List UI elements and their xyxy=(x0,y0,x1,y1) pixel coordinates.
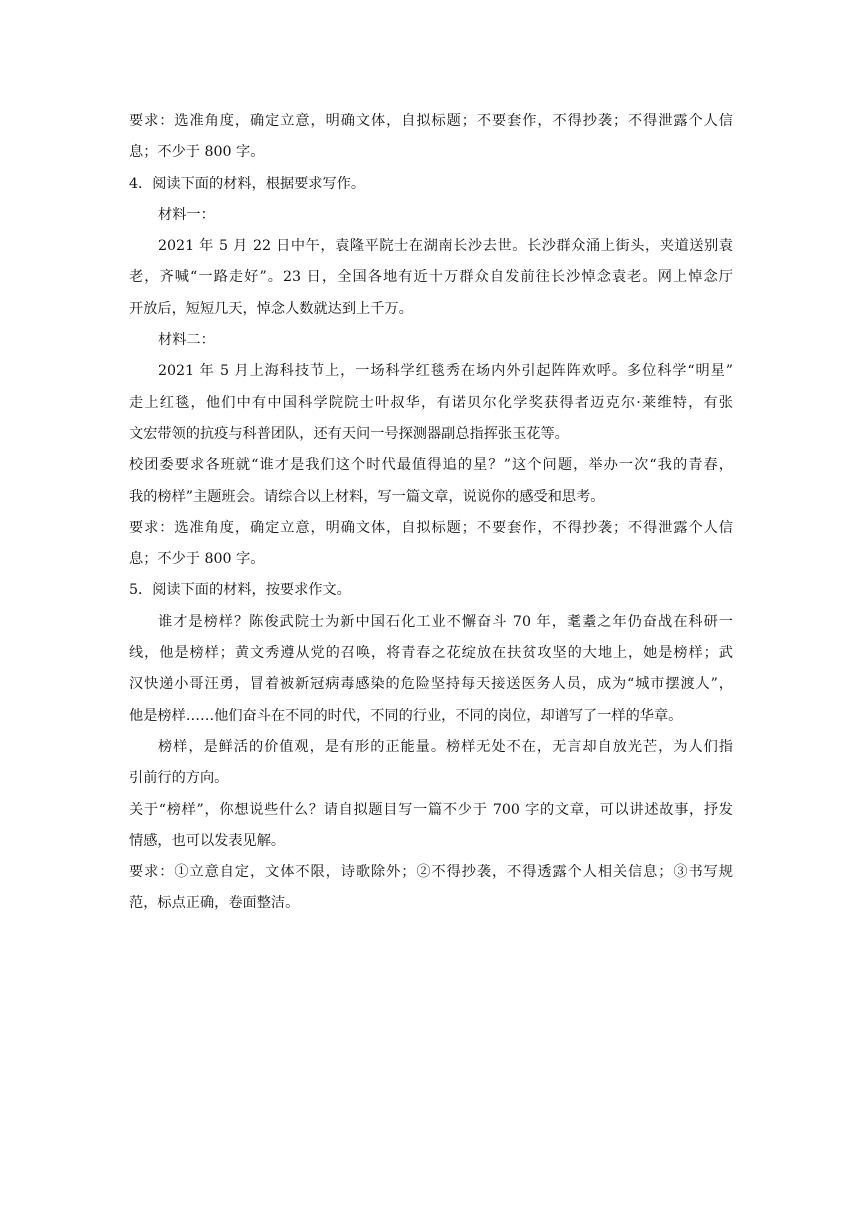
text-line: 2021 年 5 月 22 日中午，袁隆平院士在湖南长沙去世。长沙群众涌上街头，夹道送别袁 xyxy=(158,238,733,255)
text-line: 榜样，是鲜活的价值观，是有形的正能量。榜样无处不在，无言却自放光芒，为人们指 xyxy=(158,738,733,755)
text-line: 走上红毯，他们中有中国科学院院士叶叔华，有诺贝尔化学奖获得者迈克尔·莱维特，有张 xyxy=(129,394,733,411)
text-line: 情感，也可以发表见解。 xyxy=(129,832,286,849)
material-label: 材料二： xyxy=(158,332,215,349)
text-line: 校团委要求各班就“谁才是我们这个时代最值得追的星？”这个问题，举办一次“我的青春， xyxy=(129,457,733,474)
document-page xyxy=(129,106,733,920)
text-line: 开放后，短短几天，悼念人数就达到上千万。 xyxy=(129,300,413,317)
text-line: 他是榜样……他们奋斗在不同的时代，不同的行业，不同的岗位，却谱写了一样的华章。 xyxy=(129,707,683,724)
text-line: 息；不少于 800 字。 xyxy=(129,144,265,161)
text-line: 息；不少于 800 字。 xyxy=(129,551,265,568)
question-heading: 5．阅读下面的材料，按要求作文。 xyxy=(129,582,351,599)
text-line: 要求：选准角度，确定立意，明确文体，自拟标题；不要套作，不得抄袭；不得泄露个人信 xyxy=(129,519,733,536)
question-heading: 4．阅读下面的材料，根据要求写作。 xyxy=(129,175,366,192)
material-label: 材料一： xyxy=(158,206,215,223)
text-line: 关于“榜样”，你想说些什么？请自拟题目写一篇不少于 700 字的文章，可以讲述故事，抒发 xyxy=(129,801,733,818)
text-line: 文宏带领的抗疫与科普团队，还有天问一号探测器副总指挥张玉花等。 xyxy=(129,425,569,442)
text-line: 引前行的方向。 xyxy=(129,770,229,787)
text-line: 范，标点正确，卷面整洁。 xyxy=(129,895,300,912)
text-line: 老，齐喊“一路走好”。23 日，全国各地有近十万群众自发前往长沙悼念袁老。网上悼念厅 xyxy=(129,269,733,286)
question-5 xyxy=(129,575,733,919)
text-line: 我的榜样”主题班会。请综合以上材料，写一篇文章，说说你的感受和思考。 xyxy=(129,488,605,505)
text-line: 要求：选准角度，确定立意，明确文体，自拟标题；不要套作，不得抄袭；不得泄露个人信 xyxy=(129,113,733,129)
text-line: 线，他是榜样；黄文秀遵从党的召唤，将青春之花绽放在扶贫攻坚的大地上，她是榜样；武 xyxy=(129,645,733,662)
question-4 xyxy=(129,169,733,576)
text-line: 谁才是榜样？陈俊武院士为新中国石化工业不懈奋斗 70 年，耄耋之年仍奋战在科研一 xyxy=(158,613,733,630)
text-line: 2021 年 5 月上海科技节上，一场科学红毯秀在场内外引起阵阵欢呼。多位科学“明星” xyxy=(158,363,733,380)
prev-question-requirements xyxy=(129,106,733,169)
text-line: 要求：①立意自定，文体不限，诗歌除外；②不得抄袭，不得透露个人相关信息；③书写规 xyxy=(129,864,733,881)
text-line: 汉快递小哥汪勇，冒着被新冠病毒感染的危险坚持每天接送医务人员，成为“城市摆渡人”， xyxy=(129,676,733,693)
